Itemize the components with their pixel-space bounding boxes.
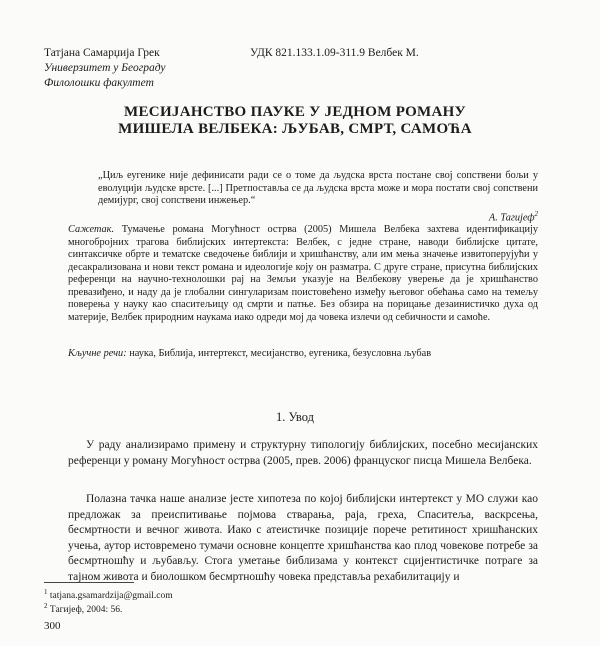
epigraph [98,170,538,224]
epigraph-author [98,208,538,225]
udk-code: УДК 821.133.1.09-311.9 Велбек М. [250,47,419,59]
author-name: Татјана Самарџија Грек [44,47,160,59]
body-paragraph-2: Полазна тачка наше анализе јесте хипотеза по којој библијски интертекст у МО служи као предложак за преиспитивање појмова стварања, раја, греха, Спаситеља, васкрсења, бесмртности и вечног живота. Иако с атеистичке позиције порече ретитиност хришћанских учења, аутор истовремено тумачи основне концепте хришћанства као плод човекове потребе за бесмртношћу и љубављу. Стога уметање библизама у контекст сцијентистичке потраге за тајном живота и биолошком бесмртношћу човека представља рехабилитацију и [68,493,538,583]
abstract [68,224,538,324]
footnote-1-mark: 1 [44,588,48,596]
footnote-divider [44,582,134,583]
footnote-2 [44,600,122,616]
running-header-left [44,46,244,91]
epigraph-author-name: А. Тагијеф [488,211,535,223]
title-line-1: МЕСИЈАНСТВО ПАУКЕ У ЈЕДНОМ РОМАНУ [124,104,466,120]
epigraph-text: „Циљ еугенике није дефинисати ради се о томе да људска врста постане свој сопствени бољи у еволуцији људске врсте. [...] Претпоставља се да људска врста може и мора постати свој сопствени демијург, свој сопствени инжењер.“ [98,170,538,206]
body-paragraph-1: У раду анализирамо примену и структурну типологију библијских, посебно месијанских референци у роману Могућност острва (2005, прев. 2006) француског писца Мишела Велбека. [68,439,538,467]
abstract-text: Тумачење романа Могућност острва (2005) Мишела Велбека захтева идентификацију многобројних трагова библијских интертекста: Велбек, с једне стране, наводи библијске цитате, синтаксичке обрте и тематске сведочење библији и хришћанству, али им мења значење извитоперујући у десакрализована и нови текст романа и идеологије коју он разматра. С друге стране, присутна библијских референци на научно-технолошки рај на Земљи указује на Велбекову уверење да је хришћанство превазиђено, и наду да је глобални сингуларизам поистовећено између његовог обећања само на темељу поверења у науку као спаситељицу од смрти и патње. Без обзира на порицање дезаинистичко духа од материје, Велбек природним наукама иако одреди мој да човека излечи од себичности и самоће. [68,224,538,323]
affiliation-faculty: Филолошки факултет [44,77,154,89]
page-number: 300 [44,620,61,632]
keywords-label: Кључне речи: [68,348,127,359]
footnote-2-text: Тагијеф, 2004: 56. [49,605,123,616]
article-title [60,104,530,138]
keywords [68,348,538,361]
keywords-text: наука, Библија, интертекст, месијанство, еугеника, безусловна љубав [126,348,432,359]
section-heading: 1. Увод [275,410,314,424]
abstract-label: Сажетак. [68,224,115,235]
affiliation-university: Универзитет у Београду [44,62,166,74]
epigraph-note-mark: 2 [534,209,538,218]
footnote-2-mark: 2 [44,602,48,610]
footnote-1-text: tatjana.gsamardzija@gmail.com [49,591,173,602]
title-line-2: МИШЕЛА ВЕЛБЕКА: ЉУБАВ, СМРТ, САМОЋА [118,121,472,137]
